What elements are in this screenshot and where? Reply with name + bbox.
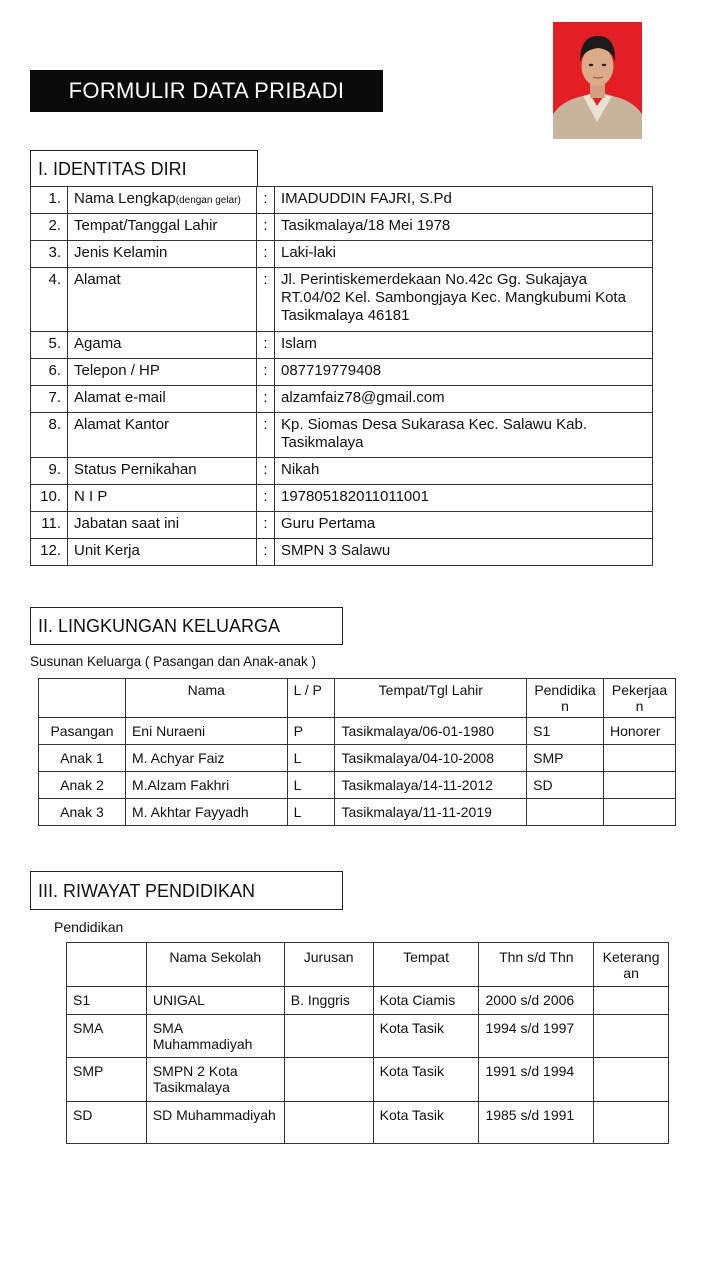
field-label-text: Jabatan saat ini xyxy=(74,515,180,532)
field-label xyxy=(68,539,257,566)
family-header-row xyxy=(39,679,676,718)
education-cell: Kota Tasik xyxy=(373,1015,479,1058)
field-label xyxy=(68,386,257,413)
field-label-text: Telepon / HP xyxy=(74,362,160,379)
field-label-text: Tempat/Tanggal Lahir xyxy=(74,217,218,234)
column-header: Pekerjaan xyxy=(604,679,676,718)
identity-row xyxy=(31,359,653,386)
column-header: Tempat xyxy=(373,943,479,987)
identity-table xyxy=(30,186,653,566)
family-row xyxy=(39,718,676,745)
identity-row xyxy=(31,332,653,359)
education-cell: SMP xyxy=(67,1058,147,1102)
education-cell: Kota Tasik xyxy=(373,1058,479,1102)
education-cell: UNIGAL xyxy=(146,987,284,1015)
identity-row xyxy=(31,539,653,566)
identity-row xyxy=(31,386,653,413)
page-title: FORMULIR DATA PRIBADI xyxy=(30,70,383,112)
row-number: 6. xyxy=(31,359,68,386)
field-label-text: Alamat Kantor xyxy=(74,416,170,433)
column-header: Thn s/d Thn xyxy=(479,943,594,987)
field-label-text: Agama xyxy=(74,335,122,352)
family-cell xyxy=(527,799,604,826)
identity-row xyxy=(31,268,653,332)
colon-separator: : xyxy=(257,359,275,386)
column-header: Nama xyxy=(125,679,287,718)
family-table xyxy=(38,678,676,826)
identity-row xyxy=(31,485,653,512)
identity-row xyxy=(31,458,653,485)
education-cell xyxy=(594,1015,669,1058)
education-cell: 1991 s/d 1994 xyxy=(479,1058,594,1102)
field-label xyxy=(68,187,257,214)
column-header: L / P xyxy=(287,679,335,718)
education-cell xyxy=(594,1102,669,1144)
field-value: 087719779408 xyxy=(275,359,653,386)
field-label-text: Unit Kerja xyxy=(74,542,140,559)
education-row xyxy=(67,1058,669,1102)
education-cell: 1994 s/d 1997 xyxy=(479,1015,594,1058)
family-cell xyxy=(604,772,676,799)
education-cell: B. Inggris xyxy=(284,987,373,1015)
family-cell: SD xyxy=(527,772,604,799)
family-cell: M. Akhtar Fayyadh xyxy=(125,799,287,826)
family-cell: S1 xyxy=(527,718,604,745)
family-cell: Anak 3 xyxy=(39,799,126,826)
field-label xyxy=(68,512,257,539)
field-label-text: N I P xyxy=(74,488,108,505)
colon-separator: : xyxy=(257,485,275,512)
field-label-text: Jenis Kelamin xyxy=(74,244,168,261)
education-header-row xyxy=(67,943,669,987)
education-cell xyxy=(284,1015,373,1058)
row-number: 5. xyxy=(31,332,68,359)
field-value: Nikah xyxy=(275,458,653,485)
column-header: Pendidikan xyxy=(527,679,604,718)
education-row xyxy=(67,1102,669,1144)
education-cell xyxy=(284,1058,373,1102)
identity-row xyxy=(31,241,653,268)
education-cell: Kota Ciamis xyxy=(373,987,479,1015)
row-number: 4. xyxy=(31,268,68,332)
colon-separator: : xyxy=(257,413,275,458)
family-cell: Pasangan xyxy=(39,718,126,745)
family-row xyxy=(39,745,676,772)
field-value: Tasikmalaya/18 Mei 1978 xyxy=(275,214,653,241)
family-row xyxy=(39,799,676,826)
column-header: Keterangan xyxy=(594,943,669,987)
identity-row xyxy=(31,214,653,241)
field-label xyxy=(68,359,257,386)
column-header: Jurusan xyxy=(284,943,373,987)
row-number: 11. xyxy=(31,512,68,539)
field-label xyxy=(68,485,257,512)
row-number: 7. xyxy=(31,386,68,413)
family-subtitle: Susunan Keluarga ( Pasangan dan Anak-anak ) xyxy=(30,654,316,669)
colon-separator: : xyxy=(257,386,275,413)
family-cell: Tasikmalaya/04-10-2008 xyxy=(335,745,527,772)
family-cell xyxy=(604,745,676,772)
field-value: Laki-laki xyxy=(275,241,653,268)
colon-separator: : xyxy=(257,512,275,539)
education-cell xyxy=(594,1058,669,1102)
colon-separator: : xyxy=(257,458,275,485)
row-number: 10. xyxy=(31,485,68,512)
field-value: SMPN 3 Salawu xyxy=(275,539,653,566)
education-cell: SMPN 2 Kota Tasikmalaya xyxy=(146,1058,284,1102)
family-cell: Honorer xyxy=(604,718,676,745)
colon-separator: : xyxy=(257,214,275,241)
field-value: Islam xyxy=(275,332,653,359)
field-value: alzamfaiz78@gmail.com xyxy=(275,386,653,413)
field-label xyxy=(68,214,257,241)
identity-row xyxy=(31,187,653,214)
colon-separator: : xyxy=(257,332,275,359)
family-cell: SMP xyxy=(527,745,604,772)
column-header xyxy=(67,943,147,987)
section-family-heading: II. LINGKUNGAN KELUARGA xyxy=(30,607,343,645)
person-photo-icon xyxy=(553,22,642,139)
row-number: 12. xyxy=(31,539,68,566)
education-cell: SMA xyxy=(67,1015,147,1058)
education-subtitle: Pendidikan xyxy=(54,919,124,935)
colon-separator: : xyxy=(257,241,275,268)
education-table xyxy=(66,942,669,1144)
colon-separator: : xyxy=(257,187,275,214)
row-number: 1. xyxy=(31,187,68,214)
family-cell xyxy=(604,799,676,826)
family-cell: Tasikmalaya/06-01-1980 xyxy=(335,718,527,745)
family-cell: M.Alzam Fakhri xyxy=(125,772,287,799)
field-label xyxy=(68,268,257,332)
row-number: 8. xyxy=(31,413,68,458)
field-label-text: Alamat e-mail xyxy=(74,389,166,406)
education-cell: 1985 s/d 1991 xyxy=(479,1102,594,1144)
education-cell: S1 xyxy=(67,987,147,1015)
column-header: Nama Sekolah xyxy=(146,943,284,987)
education-cell: SD xyxy=(67,1102,147,1144)
field-label xyxy=(68,332,257,359)
column-header xyxy=(39,679,126,718)
family-cell: L xyxy=(287,772,335,799)
family-cell: P xyxy=(287,718,335,745)
field-label-text: Status Pernikahan xyxy=(74,461,197,478)
family-row xyxy=(39,772,676,799)
education-row xyxy=(67,987,669,1015)
field-value: Kp. Siomas Desa Sukarasa Kec. Salawu Kab. Tasikmalaya xyxy=(275,413,653,458)
education-cell: Kota Tasik xyxy=(373,1102,479,1144)
education-cell xyxy=(284,1102,373,1144)
family-cell: Eni Nuraeni xyxy=(125,718,287,745)
family-cell: Anak 2 xyxy=(39,772,126,799)
family-cell: Anak 1 xyxy=(39,745,126,772)
family-cell: Tasikmalaya/11-11-2019 xyxy=(335,799,527,826)
family-cell: Tasikmalaya/14-11-2012 xyxy=(335,772,527,799)
section-education-heading: III. RIWAYAT PENDIDIKAN xyxy=(30,871,343,910)
row-number: 9. xyxy=(31,458,68,485)
section-identity-heading: I. IDENTITAS DIRI xyxy=(30,150,258,187)
identity-row xyxy=(31,413,653,458)
education-row xyxy=(67,1015,669,1058)
education-cell: SD Muhammadiyah xyxy=(146,1102,284,1144)
colon-separator: : xyxy=(257,539,275,566)
row-number: 2. xyxy=(31,214,68,241)
field-value: Guru Pertama xyxy=(275,512,653,539)
field-label xyxy=(68,413,257,458)
family-cell: M. Achyar Faiz xyxy=(125,745,287,772)
colon-separator: : xyxy=(257,268,275,332)
field-value: 197805182011011001 xyxy=(275,485,653,512)
family-cell: L xyxy=(287,799,335,826)
field-label-text: Alamat xyxy=(74,271,121,288)
field-value: IMADUDDIN FAJRI, S.Pd xyxy=(275,187,653,214)
education-cell xyxy=(594,987,669,1015)
field-label-text: Nama Lengkap xyxy=(74,190,176,207)
education-cell: SMA Muhammadiyah xyxy=(146,1015,284,1058)
identity-row xyxy=(31,512,653,539)
row-number: 3. xyxy=(31,241,68,268)
field-value: Jl. Perintiskemerdekaan No.42c Gg. Sukajaya RT.04/02 Kel. Sambongjaya Kec. Mangkubumi Kota Tasikmalaya 46181 xyxy=(275,268,653,332)
field-label xyxy=(68,458,257,485)
field-label xyxy=(68,241,257,268)
family-cell: L xyxy=(287,745,335,772)
column-header: Tempat/Tgl Lahir xyxy=(335,679,527,718)
education-cell: 2000 s/d 2006 xyxy=(479,987,594,1015)
field-label-note: (dengan gelar) xyxy=(175,195,241,206)
